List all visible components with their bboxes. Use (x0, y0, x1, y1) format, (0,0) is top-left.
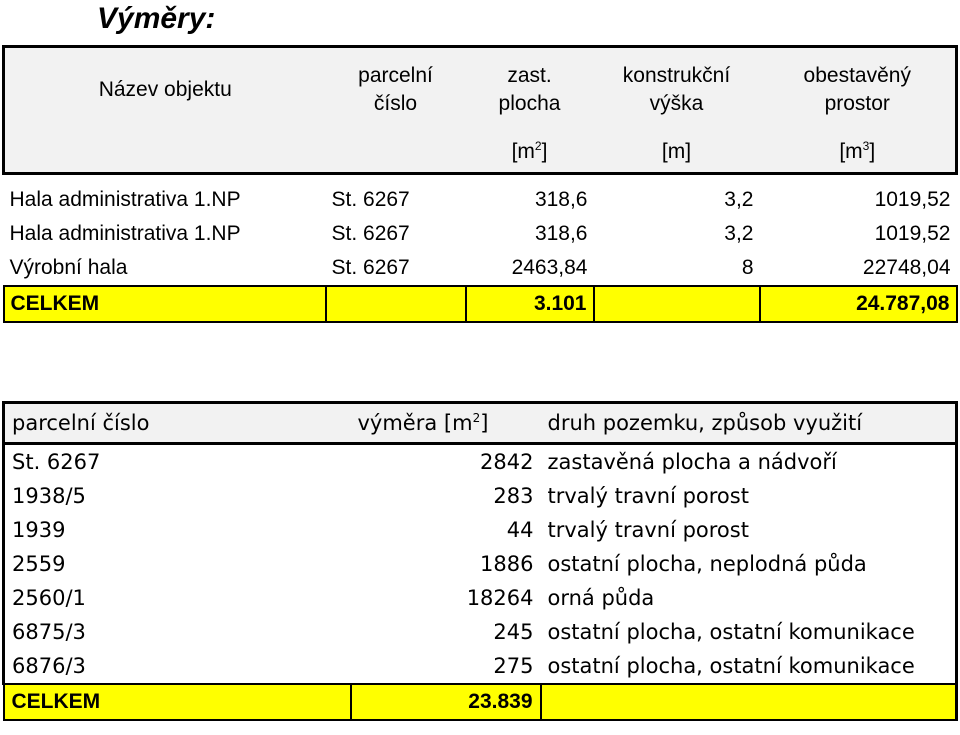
cell-type: trvalý travní porost (541, 513, 957, 547)
unit-height: [m] (594, 132, 760, 174)
table-row (4, 479, 957, 513)
table-units-row (4, 132, 957, 174)
page-title: Výměry: (97, 2, 216, 35)
cell-parcel: 1938/5 (4, 479, 351, 513)
table-row (4, 251, 957, 286)
table-row (4, 615, 957, 649)
cell-height: 8 (741, 256, 754, 279)
building-volumes-table (2, 45, 958, 323)
cell-name: Hala administrativa 1.NP (9, 222, 241, 245)
cell-height: 3,2 (724, 188, 754, 211)
cell-area: 44 (506, 518, 534, 542)
cell-area: 318,6 (534, 222, 588, 245)
total-row (4, 684, 957, 720)
table-header-row (4, 47, 957, 133)
column-header-parcel: parcelní číslo (4, 403, 351, 444)
total-label: CELKEM (4, 684, 351, 720)
cell-parcel: 2559 (4, 547, 351, 581)
cell-area: 1886 (480, 552, 534, 576)
cell-parcel: 6875/3 (4, 615, 351, 649)
table-row (4, 444, 957, 480)
total-row (4, 286, 957, 322)
table-row (4, 217, 957, 251)
unit-volume: $[m^3]$ (760, 132, 957, 174)
cell-parcel: 2560/1 (4, 581, 351, 615)
cell-name: Hala administrativa 1.NP (9, 188, 241, 211)
total-label: CELKEM (4, 286, 326, 322)
cell-area: 283 (493, 484, 534, 508)
table-row (4, 183, 957, 217)
column-header-parcel: parcelní číslo (326, 47, 466, 133)
cell-type: ostatní plocha, neplodná půda (541, 547, 957, 581)
cell-parcel: St. 6267 (331, 256, 410, 279)
cell-parcel: St. 6267 (4, 444, 351, 480)
cell-area: 245 (493, 620, 534, 644)
column-header-area: zast. plocha (466, 47, 594, 133)
parcels-table (2, 401, 958, 721)
cell-type: ostatní plocha, ostatní komunikace (541, 649, 957, 684)
column-header-height: konstrukční výška (594, 47, 760, 133)
unit-area: $[m^2]$ (466, 132, 594, 174)
table-row (4, 649, 957, 684)
total-area: 3.101 (466, 286, 594, 322)
cell-height: 3,2 (724, 222, 754, 245)
column-header-volume: obestavěný prostor (760, 47, 957, 133)
cell-volume: 22748,04 (862, 256, 951, 279)
cell-type: trvalý travní porost (541, 479, 957, 513)
cell-parcel: St. 6267 (331, 188, 410, 211)
table-header-row (4, 403, 957, 444)
cell-type: ostatní plocha, ostatní komunikace (541, 615, 957, 649)
cell-name: Výrobní hala (9, 256, 128, 279)
cell-area: 2842 (480, 450, 534, 474)
cell-parcel: St. 6267 (331, 222, 410, 245)
cell-area: 2463,84 (511, 256, 588, 279)
column-header-type: druh pozemku, způsob využití (541, 403, 957, 444)
table-row (4, 581, 957, 615)
table-row (4, 547, 957, 581)
cell-volume: 1019,52 (874, 188, 951, 211)
cell-area: 318,6 (534, 188, 588, 211)
cell-area: 18264 (466, 586, 534, 610)
column-header-name: Název objektu (4, 47, 326, 133)
column-header-area: výměra $[m^2]$ (351, 403, 541, 444)
total-area: 23.839 (351, 684, 541, 720)
cell-type: orná půda (541, 581, 957, 615)
total-volume: 24.787,08 (760, 286, 957, 322)
cell-parcel: 1939 (4, 513, 351, 547)
cell-area: 275 (493, 654, 534, 678)
cell-parcel: 6876/3 (4, 649, 351, 684)
cell-type: zastavěná plocha a nádvoří (541, 444, 957, 480)
table-row (4, 513, 957, 547)
cell-volume: 1019,52 (874, 222, 951, 245)
